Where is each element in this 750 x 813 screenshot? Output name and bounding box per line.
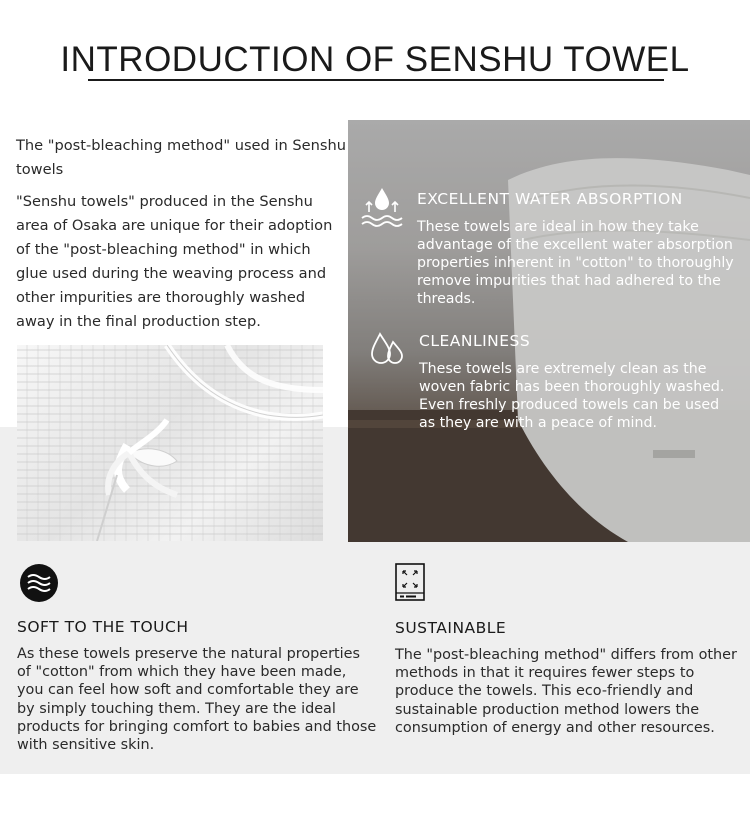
feature-soft-to-touch <box>17 563 377 763</box>
intro-subtitle: The "post-bleaching method" used in Senshu towels <box>16 137 346 178</box>
fabric-photo <box>17 345 323 541</box>
fabric-ribbon-illustration <box>17 345 323 541</box>
eco-panel-icon <box>395 563 425 601</box>
feature-body: The "post-bleaching method" differs from other methods in that it requires fewer steps to produce the towels. This eco-friendly and sustainable production method lowers the consumption of energy and other resources. <box>395 647 737 736</box>
feature-body: As these towels preserve the natural properties of "cotton" from which they have been made, you can feel how soft and comfortable they are by simply touching them. They are the ideal products for bringing comfort to babies and those with sensitive skin. <box>17 646 377 754</box>
feature-water-absorption <box>360 186 750 316</box>
feature-heading: EXCELLENT WATER ABSORPTION <box>417 190 683 208</box>
intro-paragraph: "Senshu towels" produced in the Senshu area of Osaka are unique for their adoption of the "post-bleaching method" in which glue used during the weaving process and other impurities are thoroughly washed away in the final production step. <box>16 193 333 330</box>
water-drops-waves-icon <box>360 186 404 230</box>
page-title: INTRODUCTION OF SENSHU TOWEL <box>60 40 690 79</box>
feature-heading: CLEANLINESS <box>419 332 531 350</box>
intro-text <box>16 134 346 334</box>
feature-cleanliness <box>368 328 750 458</box>
feature-heading: SOFT TO THE TOUCH <box>17 618 189 636</box>
two-drops-icon <box>368 328 404 368</box>
feature-body: These towels are extremely clean as the woven fabric has been thoroughly washed. Even freshly produced towels can be used as they are with a peace of mind. <box>419 361 725 431</box>
feature-sustainable <box>395 563 740 763</box>
feature-heading: SUSTAINABLE <box>395 619 507 637</box>
wavy-lines-circle-icon <box>19 563 59 603</box>
title-underline <box>88 79 664 81</box>
feature-body: These towels are ideal in how they take advantage of the excellent water absorption properties inherent in "cotton" to thoroughly remove impurities that had adhered to the threads. <box>417 219 734 307</box>
towel-photo <box>348 120 750 542</box>
